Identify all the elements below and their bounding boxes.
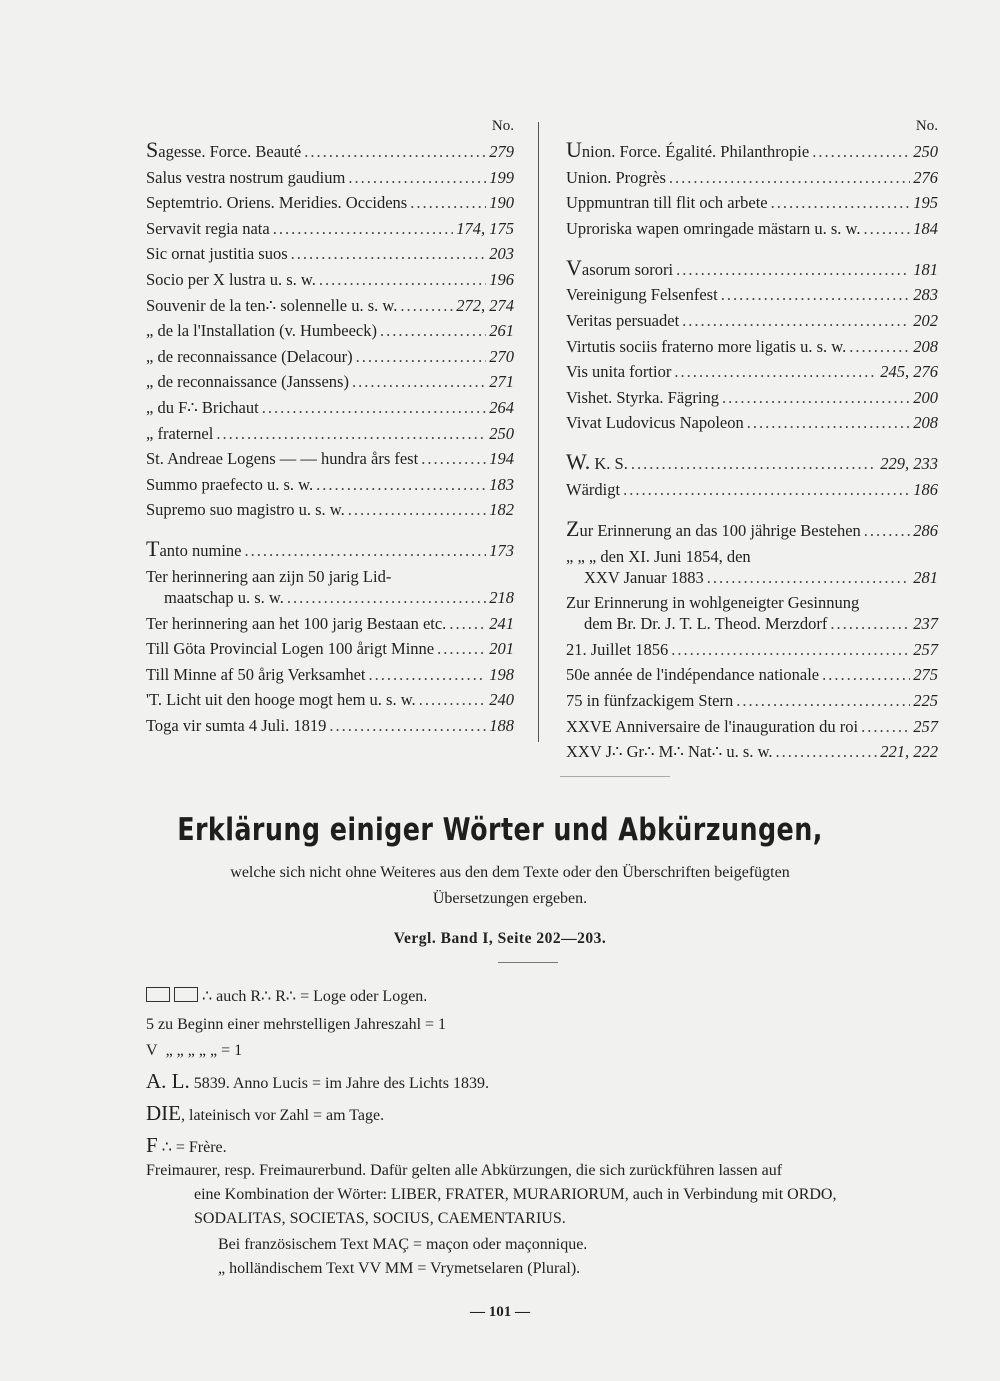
index-entry [566, 139, 938, 162]
section-heading: Erklärung einiger Wörter und Abkürzungen, [177, 812, 823, 848]
entry-text-continued: dem Br. Dr. J. T. L. Theod. Merzdorf [584, 614, 828, 634]
index-entry [566, 741, 938, 762]
lodge-square-icon [146, 987, 170, 1002]
entry-text: Socio per X lustra u. s. w. [146, 269, 316, 289]
entry-text: Souvenir de la ten∴ solennelle u. s. w. [146, 295, 398, 315]
index-entry [146, 538, 514, 561]
index-entry [146, 715, 514, 736]
index-entry [566, 592, 938, 634]
leader-dots [410, 192, 486, 213]
entry-text: 21. Juillet 1856 [566, 639, 669, 659]
leader-dots [316, 474, 486, 495]
index-entry [566, 515, 938, 541]
index-entry [146, 192, 514, 213]
leader-dots [676, 259, 910, 280]
leader-dots [736, 690, 910, 711]
entry-text: „ fraternel [146, 423, 214, 443]
leader-dots [369, 664, 487, 685]
index-entry [146, 474, 514, 495]
entry-number: 186 [913, 479, 938, 499]
leader-dots [722, 387, 910, 408]
leader-dots [864, 520, 910, 541]
entry-number: 257 [913, 716, 938, 736]
entry-text: Supremo suo magistro u. s. w. [146, 500, 345, 520]
reference-note: Vergl. Band I, Seite 202—203. [393, 930, 607, 947]
entry-text: Ter herinnering aan het 100 jarig Bestaan etc. [146, 613, 447, 633]
entry-text: „ de la l'Installation (v. Humbeeck) [146, 321, 377, 341]
entry-number: 281 [913, 567, 938, 587]
leader-dots [262, 397, 487, 418]
index-entry [566, 479, 938, 500]
leader-dots [400, 295, 453, 316]
abbr-logen: ∴ auch R∴ R∴ = Loge oder Logen. [146, 986, 946, 1008]
entry-number: 286 [913, 520, 938, 540]
entry-text: Wärdigt [566, 479, 621, 499]
entry-text: W. K. S. [566, 449, 628, 475]
entry-number: 279 [489, 142, 514, 161]
entry-text: 'T. Licht uit den hooge mogt hem u. s. w. [146, 690, 416, 710]
leader-dots [216, 423, 486, 444]
entry-number: 208 [913, 413, 938, 433]
leader-dots [419, 689, 487, 710]
index-entry [146, 566, 514, 608]
abbr-al: A. L. 5839. Anno Lucis = im Jahre des Lichts 1839. [146, 1069, 489, 1093]
leader-dots [747, 412, 911, 433]
entry-number: 199 [489, 167, 514, 187]
index-entry [566, 254, 938, 280]
entry-number: 184 [913, 218, 938, 238]
leader-dots [291, 243, 487, 264]
entry-number: 271 [489, 372, 514, 392]
entry-number: 203 [489, 244, 514, 264]
entry-text: „ de reconnaissance (Janssens) [146, 372, 349, 392]
entry-text: Veritas persuadet [566, 310, 680, 330]
entry-number: 272, 274 [456, 295, 514, 315]
entry-number: 181 [913, 259, 938, 279]
leader-dots [356, 346, 487, 367]
entry-text: Vis unita fortior [566, 362, 672, 382]
index-entry [566, 284, 938, 305]
leader-dots [380, 320, 486, 341]
entry-number: 237 [913, 614, 938, 634]
abbr-five: 5 zu Beginn einer mehrstelligen Jahreszahl = 1 [146, 1016, 447, 1033]
leader-dots [674, 361, 877, 382]
entry-number: 275 [913, 665, 938, 685]
entry-text: Zur Erinnerung in wohlgeneigter Gesinnung [566, 593, 860, 613]
index-entry [566, 192, 938, 213]
entry-number: 190 [489, 193, 514, 213]
index-entry [146, 269, 514, 290]
entry-number: 208 [913, 336, 938, 356]
entry-number: 250 [913, 142, 938, 161]
index-entry [146, 397, 514, 418]
entry-text: Virtutis sociis fraterno more ligatis u. s. w. [566, 336, 847, 356]
entry-text: „ du F∴ Brichaut [146, 397, 259, 417]
entry-number: 200 [913, 387, 938, 407]
entry-text: Toga vir sumta 4 Juli. 1819 [146, 715, 327, 735]
index-entry [146, 243, 514, 264]
index-entry [566, 546, 938, 588]
abbr-v: V „ „ „ „ „ = 1 [146, 1042, 243, 1059]
leader-dots [671, 639, 910, 660]
entry-number: 245, 276 [880, 362, 938, 382]
entry-number: 276 [913, 167, 938, 187]
index-entry [146, 295, 514, 316]
entry-number: 194 [489, 449, 514, 469]
leader-dots [329, 715, 486, 736]
entry-number: 188 [489, 715, 514, 735]
index-entry [566, 336, 938, 357]
entry-number: 257 [913, 639, 938, 659]
entry-number: 241 [489, 613, 514, 633]
leader-dots [304, 141, 486, 162]
entry-number: 183 [489, 474, 514, 494]
index-entry [566, 310, 938, 331]
index-entry [566, 167, 938, 188]
leader-dots [631, 453, 877, 474]
leader-dots [273, 218, 454, 239]
entry-number: 270 [489, 346, 514, 366]
entry-text: Uppmuntran till flit och arbete [566, 193, 768, 213]
entry-text: Uproriska wapen omringade mästarn u. s. w. [566, 218, 861, 238]
column-divider [538, 122, 539, 742]
leader-dots [863, 218, 910, 239]
entry-number: 196 [489, 269, 514, 289]
entry-number: 198 [489, 664, 514, 684]
entry-number: 225 [913, 690, 938, 710]
leader-dots [669, 167, 910, 188]
index-entry [566, 690, 938, 711]
index-entry [146, 423, 514, 444]
leader-dots [861, 716, 910, 737]
entry-number: 202 [913, 310, 938, 330]
abbr-dutch: „ holländischem Text VV MM = Vrymetselaren (Plural). [218, 1260, 581, 1277]
abbr-frere: F ∴ = Frère. [146, 1133, 227, 1157]
leader-dots [287, 587, 486, 608]
index-entry [146, 218, 514, 239]
entry-text: XXVE Anniversaire de l'inauguration du roi [566, 716, 859, 736]
leader-dots [352, 371, 486, 392]
entry-number: 240 [489, 690, 514, 710]
entry-number: 201 [489, 639, 514, 659]
index-entry [566, 639, 938, 660]
leader-dots [437, 638, 486, 659]
leader-dots [449, 613, 486, 634]
leader-dots [707, 567, 910, 588]
index-entry [146, 499, 514, 520]
index-entry [566, 361, 938, 382]
index-entry [146, 320, 514, 341]
leader-dots [721, 284, 911, 305]
entry-text: Vereinigung Felsenfest [566, 285, 718, 305]
entry-text: Vivat Ludovicus Napoleon [566, 413, 744, 433]
entry-number: 229, 233 [880, 454, 938, 474]
entry-text: Ter herinnering aan zijn 50 jarig Lid- [146, 566, 392, 586]
index-entry [566, 664, 938, 685]
index-entry [146, 346, 514, 367]
entry-text: „ de reconnaissance (Delacour) [146, 346, 353, 366]
entry-number: 174, 175 [456, 218, 514, 238]
no-header: No. [915, 118, 938, 134]
leader-dots [348, 167, 486, 188]
entry-text: 50e année de l'indépendance nationale [566, 665, 820, 685]
entry-text: Union. Progrès [566, 167, 666, 187]
entry-number: 182 [489, 500, 514, 520]
entry-text: Salus vestra nostrum gaudium [146, 167, 346, 187]
index-entry [566, 451, 938, 474]
entry-number: 221, 222 [880, 742, 938, 762]
entry-text: Till Minne af 50 årig Verksamhet [146, 664, 366, 684]
leader-dots [682, 310, 910, 331]
entry-text: Summo praefecto u. s. w. [146, 474, 314, 494]
ornament-rule [498, 962, 558, 963]
entry-text-continued: maatschap u. s. w. [164, 587, 284, 607]
index-entry [146, 638, 514, 659]
index-entry [146, 139, 514, 162]
section-separator [560, 776, 670, 777]
abbr-die: DIE, lateinisch vor Zahl = am Tage. [146, 1101, 385, 1125]
entry-text: „ „ „ den XI. Juni 1854, den [566, 546, 751, 566]
lodge-square-icon [174, 987, 198, 1002]
index-entry [566, 387, 938, 408]
leader-dots [812, 141, 910, 162]
leader-dots [849, 336, 910, 357]
entry-text: Vasorum sorori [566, 254, 674, 280]
leader-dots [244, 540, 486, 561]
entry-text: Sic ornat justitia suos [146, 244, 288, 264]
entry-number: 283 [913, 285, 938, 305]
leader-dots [771, 192, 911, 213]
entry-number: 264 [489, 397, 514, 417]
page-number: — 101 — [470, 1304, 530, 1320]
entry-list [566, 139, 938, 762]
index-entry [146, 664, 514, 685]
abbr-freimaurer: Freimaurer, resp. Freimaurerbund. Dafür gelten alle Abkürzungen, die sich zurückführen lassen auf [146, 1162, 783, 1179]
index-column-right [566, 118, 938, 767]
index-column-left [146, 118, 514, 740]
entry-number: 173 [489, 541, 514, 561]
leader-dots [421, 448, 486, 469]
abbr-freimaurer-line2: eine Kombination der Wörter: LIBER, FRATER, MURARIORUM, auch in Verbindung mit ORDO, [194, 1186, 837, 1203]
entry-number: 250 [489, 423, 514, 443]
entry-number: 261 [489, 321, 514, 341]
entry-number: 218 [489, 587, 514, 607]
leader-dots [822, 664, 910, 685]
entry-text: 75 in fünfzackigem Stern [566, 690, 734, 710]
leader-dots [623, 479, 910, 500]
entry-text: Union. Force. Égalité. Philanthropie [566, 137, 810, 162]
abbr-freimaurer-line3: SODALITAS, SOCIETAS, SOCIUS, CAEMENTARIUS. [194, 1210, 566, 1227]
index-entry [146, 167, 514, 188]
abbr-french: Bei französischem Text MAÇ = maçon oder maçonnique. [218, 1236, 588, 1253]
entry-text: Tanto numine [146, 536, 242, 562]
entry-text-continued: XXV Januar 1883 [584, 567, 704, 587]
entry-text: Zur Erinnerung an das 100 jährige Bestehen [566, 515, 861, 541]
leader-dots [319, 269, 486, 290]
entry-text: Septemtrio. Oriens. Meridies. Occidens [146, 193, 408, 213]
index-entry [566, 218, 938, 239]
entry-text: Sagesse. Force. Beauté [146, 137, 302, 162]
no-header: No. [491, 118, 514, 134]
index-entry [146, 371, 514, 392]
entry-number: 195 [913, 193, 938, 213]
index-entry [566, 412, 938, 433]
index-entry [146, 689, 514, 710]
leader-dots [348, 499, 486, 520]
leader-dots [776, 741, 878, 762]
index-entry [146, 448, 514, 469]
entry-text: Till Göta Provincial Logen 100 årigt Minne [146, 639, 435, 659]
index-entry [566, 716, 938, 737]
entry-text: St. Andreae Logens — — hundra års fest [146, 449, 419, 469]
section-subtitle: welche sich nicht ohne Weiteres aus den dem Texte oder den Überschriften beigefügten Übersetzungen ergeben. [230, 864, 790, 907]
index-entry [146, 613, 514, 634]
leader-dots [830, 613, 910, 634]
entry-text: Servavit regia nata [146, 218, 270, 238]
entry-text: Vishet. Styrka. Fägring [566, 387, 719, 407]
entry-list [146, 139, 514, 736]
entry-text: XXV J∴ Gr∴ M∴ Nat∴ u. s. w. [566, 742, 773, 762]
